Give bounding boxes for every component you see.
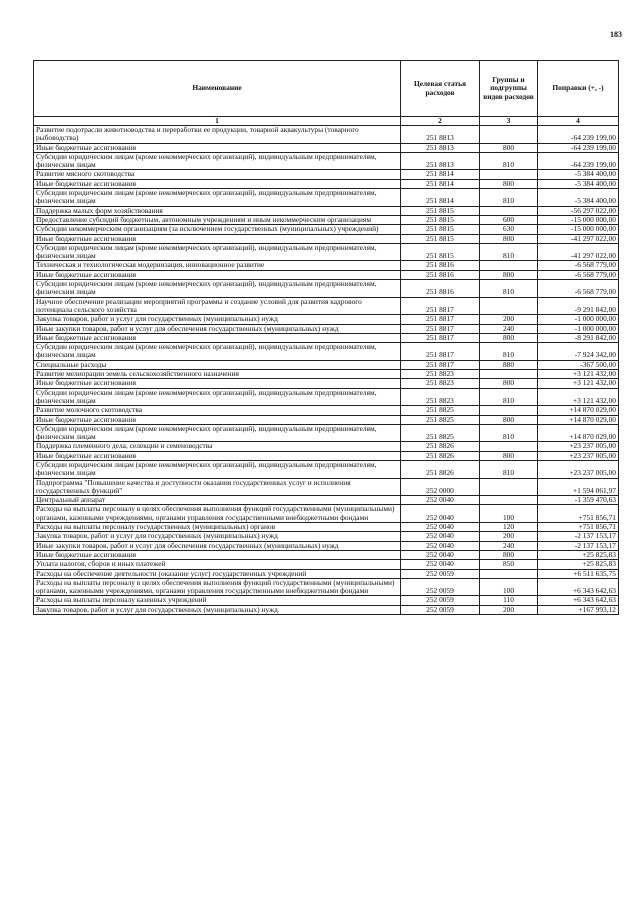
row-group-cell: 810 [480,280,538,298]
row-amount-cell: +6 343 642,63 [538,596,619,605]
column-number: 1 [34,117,401,126]
table-row [34,424,619,442]
row-group-cell [480,496,538,505]
table-row [34,442,619,451]
row-group-cell: 810 [480,189,538,207]
row-amount-cell: +25 825,83 [538,550,619,559]
row-group-cell: 240 [480,324,538,333]
row-name-cell: Специальные расходы [34,360,401,369]
row-amount-cell: -5 384 400,00 [538,170,619,179]
row-group-cell: 800 [480,415,538,424]
row-code-cell: 251 8815 [401,234,480,243]
table-row [34,596,619,605]
row-code-cell: 251 8817 [401,333,480,342]
row-name-cell: Научное обеспечение реализации мероприятий программы и создание условий для развития кадрового потенциала сельского хозяйства [34,297,401,315]
row-code-cell: 251 8826 [401,451,480,460]
column-number: 3 [480,117,538,126]
table-row [34,280,619,298]
row-code-cell: 251 8823 [401,388,480,406]
row-group-cell [480,442,538,451]
header-amount: Поправки (+, -) [538,61,619,117]
row-code-cell: 251 8814 [401,179,480,188]
row-name-cell: Субсидии юридическим лицам (кроме некоммерческих организаций), индивидуальным предпринимателям, физическим лицам [34,343,401,361]
row-group-cell: 810 [480,343,538,361]
row-amount-cell: +23 237 005,00 [538,442,619,451]
column-number: 4 [538,117,619,126]
row-name-cell: Субсидии юридическим лицам (кроме некоммерческих организаций), индивидуальным предпринимателям, физическим лицам [34,243,401,261]
row-group-cell: 810 [480,243,538,261]
row-group-cell [480,478,538,496]
row-group-cell: 110 [480,596,538,605]
row-amount-cell: +25 825,83 [538,560,619,569]
row-code-cell: 251 8826 [401,442,480,451]
table-row [34,189,619,207]
row-group-cell [480,261,538,270]
row-name-cell: Иные бюджетные ассигнования [34,234,401,243]
row-amount-cell: -15 000 000,00 [538,215,619,224]
table-row [34,605,619,614]
table-row [34,388,619,406]
row-group-cell: 800 [480,379,538,388]
table-row [34,152,619,170]
row-group-cell: 800 [480,451,538,460]
row-name-cell: Субсидии юридическим лицам (кроме некоммерческих организаций), индивидуальным предпринимателям, физическим лицам [34,152,401,170]
row-name-cell: Субсидии юридическим лицам (кроме некоммерческих организаций), индивидуальным предпринимателям, физическим лицам [34,388,401,406]
row-code-cell: 251 8813 [401,152,480,170]
row-name-cell: Закупка товаров, работ и услуг для государственных (муниципальных) нужд [34,315,401,324]
row-group-cell [480,170,538,179]
row-amount-cell: +751 856,71 [538,523,619,532]
row-name-cell: Предоставление субсидий бюджетным, автономным учреждениям и иным некоммерческим организациям [34,215,401,224]
row-name-cell: Субсидии некоммерческим организациям (за исключением государственных (муниципальных) учреждений) [34,225,401,234]
row-amount-cell: +6 511 635,75 [538,569,619,578]
row-name-cell: Субсидии юридическим лицам (кроме некоммерческих организаций), индивидуальным предпринимателям, физическим лицам [34,424,401,442]
row-amount-cell: -1 000 000,00 [538,324,619,333]
table-row [34,478,619,496]
row-code-cell: 251 8815 [401,243,480,261]
row-code-cell: 251 8825 [401,415,480,424]
column-number: 2 [401,117,480,126]
table-body [34,126,619,615]
row-code-cell: 251 8815 [401,215,480,224]
row-name-cell: Поддержка малых форм хозяйствования [34,206,401,215]
row-name-cell: Субсидии юридическим лицам (кроме некоммерческих организаций), индивидуальным предпринимателям, физическим лицам [34,280,401,298]
row-code-cell: 251 8813 [401,143,480,152]
header-name: Наименование [34,61,401,117]
row-code-cell: 251 8817 [401,324,480,333]
row-amount-cell: +3 121 432,00 [538,379,619,388]
table-row [34,261,619,270]
row-code-cell: 252 0040 [401,505,480,523]
table-row [34,234,619,243]
row-group-cell: 810 [480,460,538,478]
row-code-cell: 252 0040 [401,523,480,532]
table-row [34,143,619,152]
row-amount-cell: -41 297 022,00 [538,234,619,243]
row-amount-cell: -41 297 022,00 [538,243,619,261]
row-name-cell: Иные бюджетные ассигнования [34,333,401,342]
table-row [34,243,619,261]
row-group-cell: 850 [480,560,538,569]
row-name-cell: Поддержка племенного дела, селекции и семеноводства [34,442,401,451]
row-code-cell: 251 8817 [401,343,480,361]
row-group-cell [480,406,538,415]
row-group-cell: 800 [480,550,538,559]
row-group-cell: 200 [480,532,538,541]
row-code-cell: 252 0040 [401,496,480,505]
row-name-cell: Иные бюджетные ассигнования [34,415,401,424]
row-name-cell: Развитие мелиорации земель сельскохозяйственного назначения [34,370,401,379]
row-amount-cell: +14 870 029,00 [538,406,619,415]
row-name-cell: Закупка товаров, работ и услуг для государственных (муниципальных) нужд [34,532,401,541]
row-code-cell: 251 8817 [401,297,480,315]
row-amount-cell: +14 870 029,00 [538,424,619,442]
row-name-cell: Центральный аппарат [34,496,401,505]
row-amount-cell: -15 000 000,00 [538,225,619,234]
row-amount-cell: -2 137 153,17 [538,532,619,541]
row-code-cell: 252 0059 [401,569,480,578]
row-code-cell: 251 8813 [401,126,480,144]
row-name-cell: Уплата налогов, сборов и иных платежей [34,560,401,569]
row-name-cell: Иные бюджетные ассигнования [34,550,401,559]
row-amount-cell: +14 870 029,00 [538,415,619,424]
row-code-cell: 251 8817 [401,360,480,369]
row-amount-cell: -5 384 400,00 [538,189,619,207]
row-group-cell: 800 [480,333,538,342]
row-name-cell: Подпрограмма "Повышение качества и доступности оказания государственных услуг и исполнения государственных функций" [34,478,401,496]
page-number: 183 [610,30,622,39]
row-code-cell: 252 0040 [401,550,480,559]
row-group-cell: 800 [480,270,538,279]
row-code-cell: 251 8817 [401,315,480,324]
header-row [34,61,619,117]
row-name-cell: Иные закупки товаров, работ и услуг для обеспечения государственных (муниципальных) нужд [34,541,401,550]
table-row [34,315,619,324]
row-group-cell: 600 [480,215,538,224]
table-row [34,126,619,144]
row-code-cell: 252 0040 [401,532,480,541]
row-amount-cell: +3 121 432,00 [538,370,619,379]
row-code-cell: 251 8825 [401,424,480,442]
row-amount-cell: +1 594 061,97 [538,478,619,496]
budget-table [33,60,619,615]
table-row [34,170,619,179]
row-name-cell: Техническая и технологическая модернизация, инновационное развитие [34,261,401,270]
row-amount-cell: -1 359 470,63 [538,496,619,505]
row-name-cell: Расходы на выплаты персоналу в целях обеспечения выполнения функций государственными (муниципальными) органами, казенными учреждениями, органами управления государственными внебюджетными фондами [34,505,401,523]
row-group-cell: 100 [480,578,538,596]
row-code-cell: 252 0000 [401,478,480,496]
row-amount-cell: -64 239 199,00 [538,152,619,170]
row-amount-cell: +6 343 642,63 [538,578,619,596]
row-name-cell: Расходы на выплаты персоналу в целях обеспечения выполнения функций государственными (муниципальными) органами, казенными учреждениями, органами управления государственными внебюджетными фондами [34,578,401,596]
table-row [34,505,619,523]
row-code-cell: 252 0040 [401,560,480,569]
row-amount-cell: -64 239 199,00 [538,126,619,144]
row-code-cell: 251 8814 [401,189,480,207]
row-name-cell: Развитие молочного скотоводства [34,406,401,415]
row-name-cell: Развитие подотрасли животноводства и переработки ее продукции, товарной аквакультуры (товарного рыбоводства) [34,126,401,144]
row-name-cell: Иные бюджетные ассигнования [34,451,401,460]
row-name-cell: Субсидии юридическим лицам (кроме некоммерческих организаций), индивидуальным предпринимателям, физическим лицам [34,460,401,478]
row-amount-cell: -56 297 022,00 [538,206,619,215]
row-code-cell: 251 8825 [401,406,480,415]
row-name-cell: Расходы на выплаты персоналу государственных (муниципальных) органов [34,523,401,532]
row-amount-cell: -6 568 779,00 [538,261,619,270]
row-code-cell: 251 8816 [401,261,480,270]
header-group: Группы и подгруппы видов расходов [480,61,538,117]
row-group-cell: 810 [480,388,538,406]
row-code-cell: 251 8814 [401,170,480,179]
row-code-cell: 251 8826 [401,460,480,478]
row-group-cell: 100 [480,505,538,523]
row-code-cell: 252 0059 [401,578,480,596]
row-name-cell: Субсидии юридическим лицам (кроме некоммерческих организаций), индивидуальным предпринимателям, физическим лицам [34,189,401,207]
table-row [34,460,619,478]
row-amount-cell: -2 137 153,17 [538,541,619,550]
row-amount-cell: +751 856,71 [538,505,619,523]
row-name-cell: Закупка товаров, работ и услуг для государственных (муниципальных) нужд [34,605,401,614]
table-row [34,406,619,415]
row-code-cell: 251 8816 [401,270,480,279]
row-name-cell: Иные бюджетные ассигнования [34,379,401,388]
row-code-cell: 251 8823 [401,370,480,379]
table-row [34,343,619,361]
row-name-cell: Иные бюджетные ассигнования [34,179,401,188]
table-row [34,324,619,333]
row-code-cell: 251 8823 [401,379,480,388]
row-code-cell: 251 8816 [401,280,480,298]
row-amount-cell: -9 291 842,00 [538,297,619,315]
row-group-cell: 800 [480,234,538,243]
row-group-cell [480,126,538,144]
row-amount-cell: -5 384 400,00 [538,179,619,188]
table-row [34,532,619,541]
table-row [34,297,619,315]
row-amount-cell: -367 500,00 [538,360,619,369]
row-code-cell: 252 0040 [401,541,480,550]
row-code-cell: 251 8815 [401,206,480,215]
row-name-cell: Иные бюджетные ассигнования [34,270,401,279]
table-row [34,415,619,424]
row-name-cell: Развитие мясного скотоводства [34,170,401,179]
row-amount-cell: -6 568 779,00 [538,280,619,298]
row-group-cell: 880 [480,360,538,369]
row-code-cell: 252 0059 [401,596,480,605]
table-row [34,379,619,388]
row-group-cell [480,297,538,315]
row-group-cell: 810 [480,152,538,170]
row-amount-cell: +23 237 005,00 [538,460,619,478]
row-amount-cell: -8 291 842,00 [538,333,619,342]
table-row [34,560,619,569]
row-amount-cell: -1 000 000,00 [538,315,619,324]
row-amount-cell: +167 993,12 [538,605,619,614]
row-code-cell: 251 8815 [401,225,480,234]
row-name-cell: Расходы на выплаты персоналу казенных учреждений [34,596,401,605]
row-group-cell: 630 [480,225,538,234]
table-row [34,225,619,234]
row-group-cell: 800 [480,143,538,152]
row-name-cell: Расходы на обеспечение деятельности (оказание услуг) государственных учреждений [34,569,401,578]
header-code: Целевая статья расходов [401,61,480,117]
row-name-cell: Иные закупки товаров, работ и услуг для обеспечения государственных (муниципальных) нужд [34,324,401,333]
row-amount-cell: -64 239 199,00 [538,143,619,152]
table-row [34,578,619,596]
row-amount-cell: +23 237 005,00 [538,451,619,460]
row-amount-cell: +3 121 432,00 [538,388,619,406]
row-group-cell: 120 [480,523,538,532]
table-row [34,569,619,578]
row-group-cell [480,569,538,578]
row-code-cell: 252 0059 [401,605,480,614]
row-amount-cell: -7 924 342,00 [538,343,619,361]
row-group-cell: 810 [480,424,538,442]
row-name-cell: Иные бюджетные ассигнования [34,143,401,152]
row-amount-cell: -6 568 779,00 [538,270,619,279]
row-group-cell: 240 [480,541,538,550]
row-group-cell: 800 [480,179,538,188]
row-group-cell: 200 [480,315,538,324]
row-group-cell: 200 [480,605,538,614]
